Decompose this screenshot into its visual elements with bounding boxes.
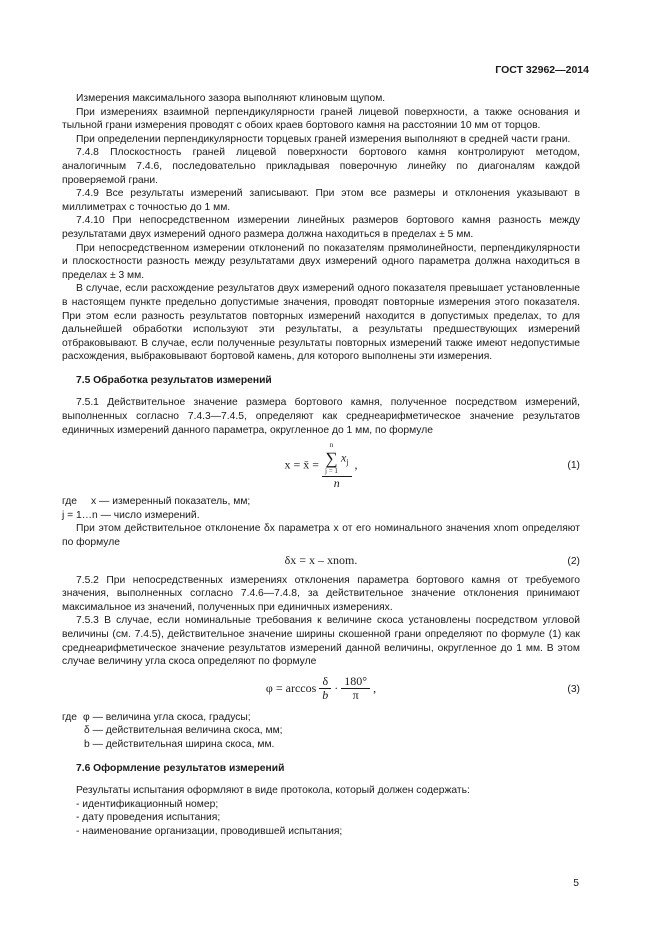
paragraph-7-5-2: 7.5.2 При непосредственных измерениях отклонения параметра бортового камня от требуемого значения, выполненных согласно 7.4.6—7.4.8, за действительное значение отклонения принимают максимальное из значений, полученных при единичных измерениях. xyxy=(62,574,580,613)
paragraph-7-6-intro: Результаты испытания оформляют в виде протокола, который должен содержать: xyxy=(76,785,470,797)
paragraph: 7.4.8 Плоскостность граней лицевой поверхности бортового камня контролируют методом, аналогичным 7.4.6, последовательно прикладывая поверочную линейку по диагоналям каждой проверяемой грани. xyxy=(62,147,580,186)
paragraph: Измерения максимального зазора выполняют клиновым щупом. xyxy=(76,93,386,104)
equation-number-2: (2) xyxy=(567,555,580,567)
formula-1-lhs: x = x̄ = xyxy=(284,457,320,472)
legend-item: x — измеренный показатель, мм; xyxy=(91,496,251,508)
section-title-7-6: 7.6 Оформление результатов измерений xyxy=(76,762,285,774)
paragraph-7-5-1: 7.5.1 Действительное значение размера бортового камня, полученное посредством измерений, выполненных согласно 7.4.3—7.4.5, определяют как среднеарифметическое значение результатов единичных измерений данного параметра, округленное до 1 мм, по формуле xyxy=(62,397,580,436)
equation-number-1: (1) xyxy=(567,460,580,472)
paragraph: При измерениях взаимной перпендикулярности граней лицевой поверхности, а также основания и тыльной грани измерения проводят с обоих краев бортового камня на расстоянии 10 мм от торцов. xyxy=(62,106,580,132)
legend-formula-1: где x — измеренный показатель, мм; j = 1…n — число измерений. xyxy=(62,495,580,522)
legend-formula-3: где φ — величина угла скоса, градусы; δ — действительная величина скоса, мм; b — действительная ширина скоса, мм. xyxy=(62,711,580,752)
list-item: - дату проведения испытания; xyxy=(76,812,221,824)
paragraph: В случае, если расхождение результатов двух измерений одного показателя превышает установленные в настоящем пункте предельно допустимые значения, проводят повторные измерения этого показателя. При этом если разность результатов повторных измерений находится в допустимых пределах, то для дальнейшей обработки используют эти результаты, а результаты предшествующих измерений отбраковывают. В случае, если полученные результаты повторных измерений также имеют недопустимые расхождения, выбраковывают бортовой камень, для которого выполнены эти измерения. xyxy=(62,283,580,363)
paragraph: 7.4.10 При непосредственном измерении линейных размеров бортового камня разность между результатами двух измерений одного размера должна находиться в пределах ± 5 мм. xyxy=(62,215,580,240)
paragraph: При определении перпендикулярности торцевых граней измерения выполняют в средней части грани. xyxy=(76,133,571,145)
legend-item: b — действительная ширина скоса, мм. xyxy=(84,738,275,750)
formula-1: x = x̄ = n ∑ j = 1 $x_j$ n , (1) xyxy=(284,441,580,491)
formula-3: φ = arccos $\frac{\delta}{b}$ · $\frac{180^\circ}{\pi}$ , (3) xyxy=(265,673,580,703)
paragraph-7-5-3: 7.5.3 В случае, если номинальные требования к величине скоса установлены посредством угловой величины (см. 7.4.5), действительное значение ширины скошенной грани определяют по формуле (1) как среднеарифметическое значение результатов измерений данной величины, округленное до 1 мм. В этом случае величину угла скоса определяют по формуле xyxy=(62,615,580,668)
summation: n ∑ j = 1 xyxy=(325,441,338,476)
page-number: 5 xyxy=(573,878,579,889)
formula-1-fraction: n ∑ j = 1 $x_j$ n xyxy=(322,441,351,491)
section-title-7-5: 7.5 Обработка результатов измерений xyxy=(76,374,272,386)
document-code-header: ГОСТ 32962—2014 xyxy=(495,64,589,76)
paragraph: При непосредственном измерении отклонений по показателям прямолинейности, перпендикулярности и плоскостности разность между результатами двух измерений одного параметра должна находиться в пределах ± 3 мм. xyxy=(62,242,580,281)
legend-item: φ — величина угла скоса, градусы; xyxy=(83,711,251,723)
list-item: - наименование организации, проводившей испытания; xyxy=(76,825,343,837)
legend-item: δ — действительная величина скоса, мм; xyxy=(84,725,283,737)
paragraph-deviation: При этом действительное отклонение δx параметра x от его номинального значения xnom определяют по формуле xyxy=(62,523,580,549)
equation-number-3: (3) xyxy=(567,683,580,695)
formula-2: δx = x – xnom. (2) xyxy=(284,552,580,567)
legend-item: j = 1…n — число измерений. xyxy=(62,509,200,521)
list-item: - идентификационный номер; xyxy=(76,798,219,810)
paragraph: 7.4.9 Все результаты измерений записывают. При этом все размеры и отклонения указывают в миллиметрах с точностью до 1 мм. xyxy=(62,188,580,213)
document-body xyxy=(62,92,580,839)
